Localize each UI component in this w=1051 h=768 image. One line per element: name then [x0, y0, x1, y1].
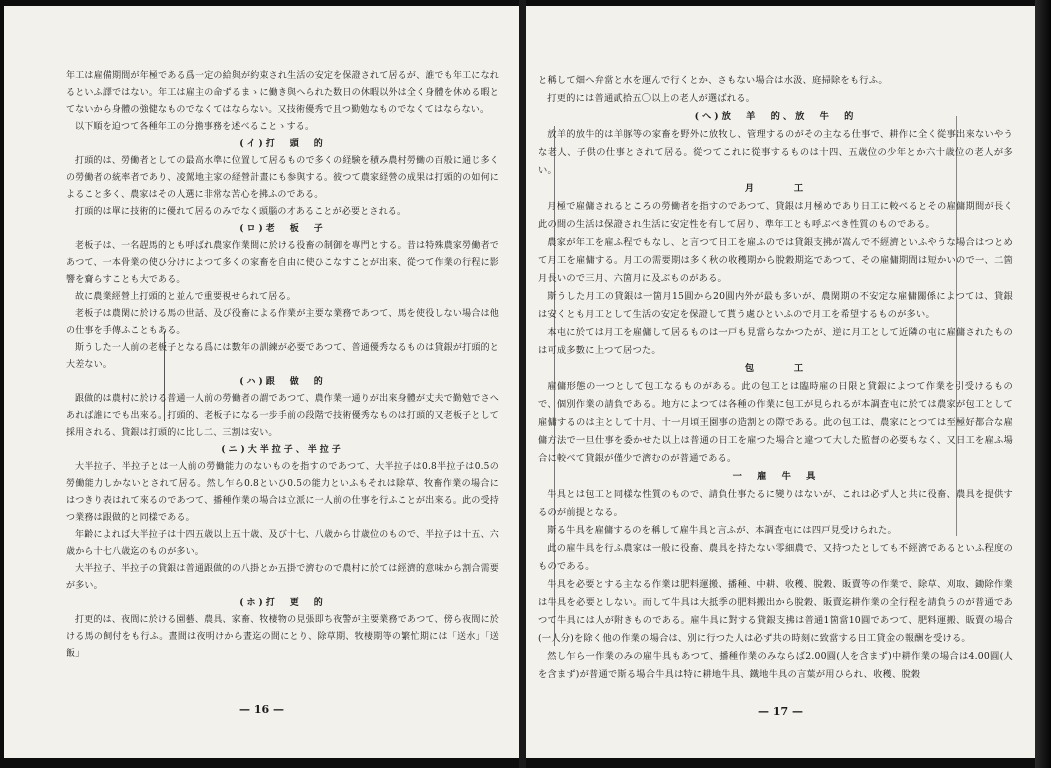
paragraph: 故に農業經營上打頭的と並んで重要視せられて居る。 — [75, 292, 296, 302]
paragraph: 跟做的は農村に於ける普通一人前の勞働者の謂であつて、農作業一通りが出來身體が丈夫で勤勉でさへあれば誰にでも出來る。打頭的、老板子になる一步手前の段階で技術優秀なものは打頭的又老板子として採用される、貸銀は打頭的に比し二、三割は安い。 — [66, 394, 499, 438]
paragraph: 此の雇牛具を行ふ農家は一般に役畜、農具を持たない零細農で、又持つたとしても不經濟であるといふ程度のものである。 — [538, 543, 1013, 572]
section-heading: (イ)打 頭 的 — [239, 139, 326, 149]
paragraph: 老板子は、一名趕馬的とも呼ばれ農家作業間に於ける役畜の制御を專門とする。昔は特殊農家勞働者であつて、一本骨業の使ひ分けによつて多くの家畜を自由に使ひこなすことが出來、從つて作業の行程に影響を齎らすことも大である。 — [66, 241, 499, 285]
paragraph: 雇傭形態の一つとして包工なるものがある。此の包工とは臨時雇の日限と貸銀によつて作業を引受けるもので、個別作業の請負である。地方によつては各種の作業に包工が見られるが本調査屯に於ては農家が包工として雇傭するのは主として十月、十一月頃王園事の造割との際である。此の包工は、農家にとつては至極好都合な雇傭方法で一旦仕事を委かせた以上は普通の日工を雇つた場合と違つて大した監督の必要もなく、又日工を雇ふ場合に較べて貸銀が僅少で濟むのが普通である。 — [538, 381, 1013, 464]
section-heading: (ロ)老 板 子 — [239, 224, 326, 234]
paragraph: 斯る牛具を雇傭するのを稱して雇牛具と言ふが、本調査屯には四戸見受けられた。 — [547, 525, 897, 536]
page-number-left: — 16 — — [239, 703, 284, 716]
paragraph: 年工は雇備期間が年極である爲一定の給與が約束され生活の安定を保證されて居るが、誰でも年工になれるといふ譯ではない。年工は雇主の命ずるまゝに働き與へられた数日の休暇以外は全く身體を休める暇とてないから身體の強健なものでなくてはならない。又技術優秀で且つ勤勉なものでなくてはならない。 — [66, 71, 499, 115]
book-gutter — [519, 0, 526, 768]
left-page — [4, 6, 519, 758]
paragraph: 年齢によれば大半拉子は十四五歳以上五十歳、及び十七、八歳から廿歳位のもので、半拉子は十五、六歳から十七八歳迄のものが多い。 — [66, 530, 499, 557]
book-edge — [1035, 0, 1051, 768]
paragraph: 然し乍ら一作業のみの雇牛具もあつて、播種作業のみならば2.00圓(人を含まず)中耕作業の場合は4.00圓(人を含まず)が普通で斯る場合牛具は特に耕地牛具、鐵地牛具の言葉が用ひられ、收穫、脫穀 — [538, 651, 1013, 680]
paragraph: 牛具とは包工と同樣な性質のもので、請負仕事たるに變りはないが、これは必ず人と共に役畜、農具を提供するのが前提となる。 — [538, 489, 1013, 518]
paragraph: と稱して畑へ弁當と水を運んで行くとか、さもない場合は水汲、庭掃除をも行ふ。 — [538, 75, 888, 86]
paragraph: 打頭的は、勞働者としての最高水準に位置して居るもので多くの経験を積み農村勞働の百般に通じ多くの勞働者の統率者であり、凌駕地主家の経營計畫にも参與する。彼つて農家経營の成果は打頭的の如何によること多く、農家はその人選に非常な苦心を拂ふのである。 — [66, 156, 499, 200]
paragraph: 打更的には普通貳拾五〇以上の老人が選ばれる。 — [547, 93, 756, 104]
section-heading: 包 工 — [744, 363, 807, 374]
paragraph: 老板子は農閑に於ける馬の世話、及び役畜による作業が主要な業務であつて、馬を使役しない場合は他の仕事を手傳ふこともある。 — [66, 309, 499, 336]
paragraph: 月極で雇傭されるところの勞働者を指すのであつて、貸銀は月極めであり日工に較べるとその雇傭期間が長く此の間の生活は保證され生活に安定性を有して居り、準年工とも呼ぶべき性質のものである。 — [538, 201, 1013, 230]
left-text-column — [66, 68, 499, 663]
section-heading: (ハ)跟 做 的 — [239, 377, 326, 387]
section-heading: (ニ)大半拉子、半拉子 — [221, 445, 344, 455]
paragraph: 以下順を迫つて各種年工の分擔事務を述べることゝする。 — [75, 122, 315, 132]
section-heading: 一 雇 牛 具 — [732, 471, 819, 482]
paragraph: 放羊的放牛的は羊豚等の家畜を野外に放牧し、管理するのがその主なる仕事で、耕作に全く從事出來ないやうな老人、子供の仕事とされて居る。從つてこれに從事するものは十四、五歳位の少年とか六十歳位の老人が多い。 — [538, 129, 1013, 176]
paragraph: 本屯に於ては月工を雇傭して居るものは一戸も見當らなかつたが、逆に月工として近隣の屯に雇傭されたものは可成多數に上つて居つた。 — [538, 327, 1013, 356]
right-text-column — [538, 72, 1013, 684]
section-heading: (ホ)打 更 的 — [239, 598, 326, 608]
paragraph: 大半拉子、半拉子の貸銀は普通跟做的の八掛とか五掛で濟むので農村に於ては經濟的意味から割合需要が多い。 — [66, 564, 499, 591]
paragraph: 打更的は、夜間に於ける園藝、農具、家畜、牧棲物の見張即ち夜警が主要業務であつて、傍ら夜間に於ける馬の飼付をも行ふ。晝間は夜明けから晝迄の間にとり、除草期、牧棲期等の繁忙期には「送水」「送飯」 — [66, 615, 499, 659]
paragraph: 打頭的は單に技術的に優れて居るのみでなく頭腦の才あることが必要とされる。 — [75, 207, 407, 217]
section-heading: 月 工 — [744, 183, 807, 194]
paragraph: 斯うした一人前の老板子となる爲には數年の訓練が必要であつて、普通優秀なるものは貸銀が打頭的と大差ない。 — [66, 343, 499, 370]
paragraph: 牛具を必要とする主なる作業は肥料運搬、播種、中耕、收穫、脫穀、販賣等の作業で、除草、刈取、鋤除作業は牛具を必要としない。而して牛具は大抵季の肥料搬出から脫穀、販賣迄耕作業の全行程を請負うのが普通であつて牛具には人が附きものである。雇牛具に對する貸銀支拂は普通1箇當10圓であつて、肥料運搬、販賣の場合(一人分)を除く他の作業の場合は、別に行つた人は必ず共の時刻に致當する日工貸金の報酬を受ける。 — [538, 579, 1013, 644]
page-number-right: — 17 — — [758, 705, 803, 718]
paragraph: 農家が年工を雇ふ程でもなし、と言つて日工を雇ふのでは貸銀支拂が嵩んで不經濟といふやうな場合はつとめて月工を雇傭する。月工の需要期は多く秋の收穫期から脫穀期迄であつて、その雇傭期間は短かいので一、二箇月長いので三月、六箇月に及ぶものがある。 — [538, 237, 1013, 284]
right-page — [526, 6, 1035, 758]
paragraph: 大半拉子、半拉子とは一人前の勞働能力のないものを指すのであつて、大半拉子は0.8半拉子は0.5の勞働能力しかないとされて居る。然し乍ら0.8といひ0.5の能力といふもそれは除草、牧畜作業の場合にはつきり表はれて來るのであつて、播種作業の場合は立派に一人前の仕事を行ふことが出來る。此の受持つ業務は跟做的と同樣である。 — [66, 462, 499, 523]
section-heading: (へ)放 羊 的、放 牛 的 — [694, 111, 857, 122]
paragraph: 斯うした月工の貸銀は一箇月15圓から20圓内外が最も多いが、農閑期の不安定な雇傭關係によつては、貸銀は安くとも月工として生活の安定を保證して貰う處ひといふので月工を希望するものが多い。 — [538, 291, 1013, 320]
